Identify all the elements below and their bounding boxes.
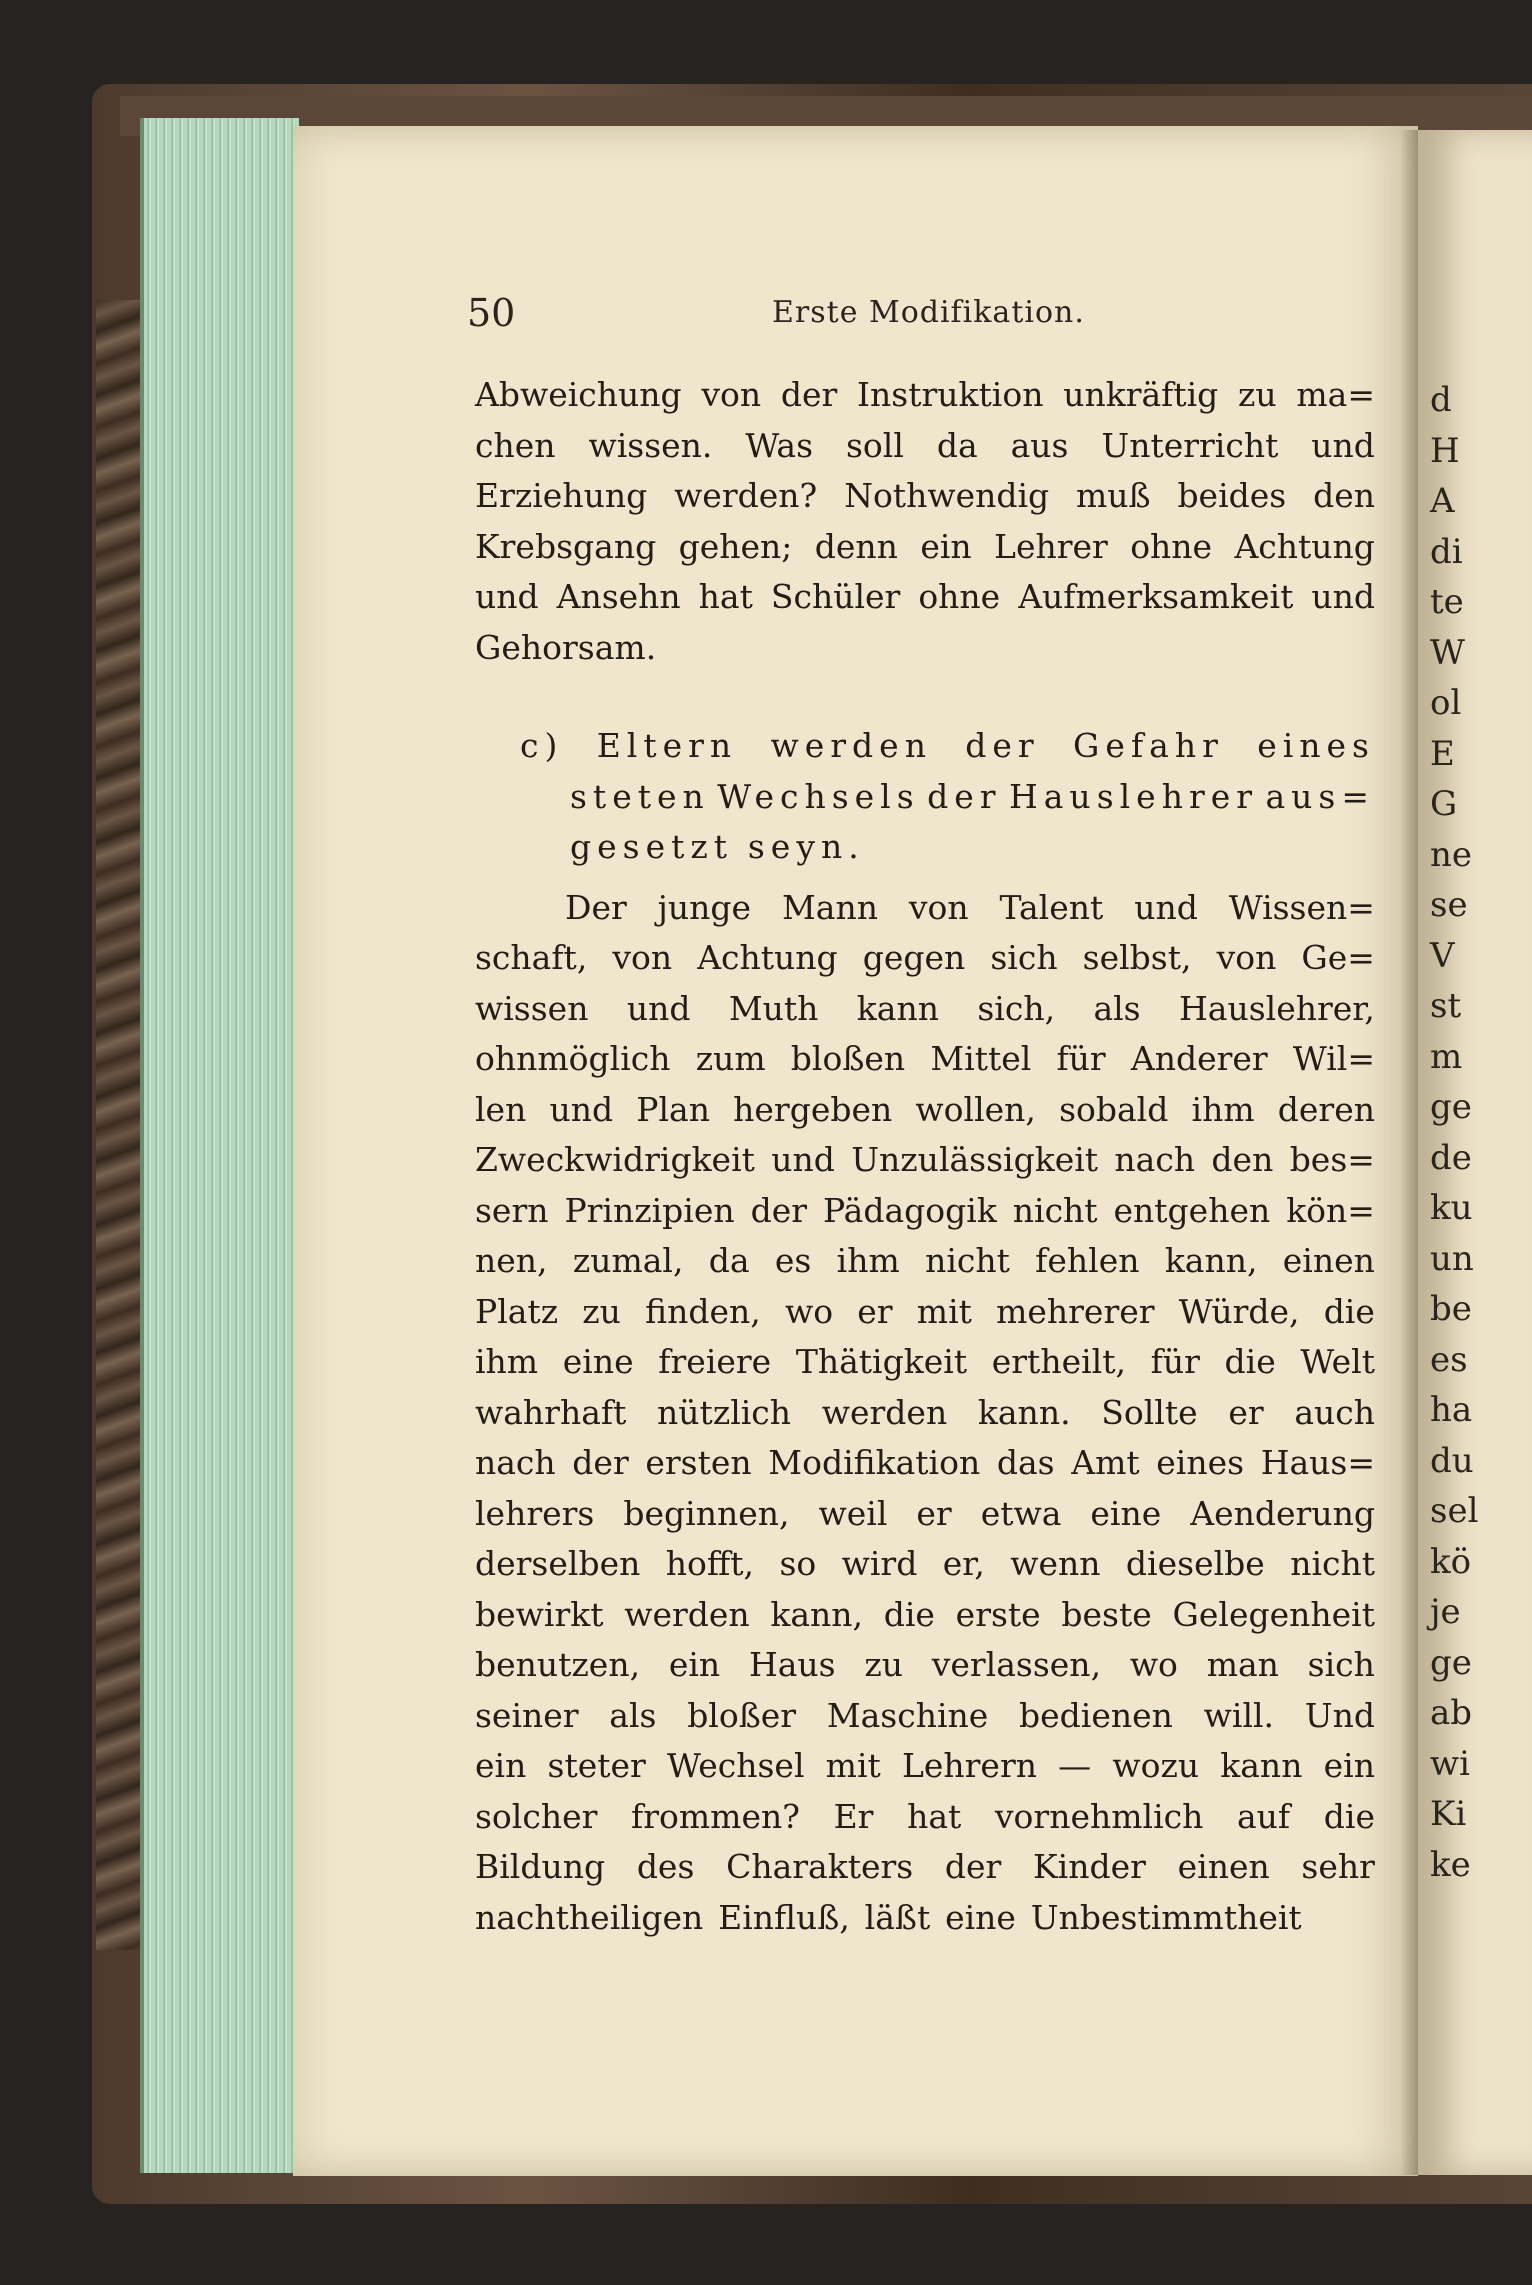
para2-line: lehrers beginnen, weil er etwa eine Aenderung	[475, 1493, 1375, 1533]
right-page-fragment: ne	[1430, 834, 1473, 875]
page-number: 50	[467, 291, 516, 335]
running-head: Erste Modifikation.	[772, 295, 1085, 330]
right-page-fragment: se	[1430, 885, 1468, 925]
right-page-fragment: de	[1430, 1137, 1472, 1178]
right-page-fragment: ke	[1430, 1844, 1471, 1885]
right-page-fragment: un	[1430, 1238, 1474, 1279]
right-page-fragment: m	[1430, 1036, 1463, 1077]
right-page-fragment: es	[1430, 1339, 1468, 1380]
right-page-fragment: H	[1430, 430, 1460, 471]
para2-line: wahrhaft nützlich werden kann. Sollte er auch	[475, 1392, 1375, 1432]
para2-line: Bildung des Charakters der Kinder einen sehr	[475, 1847, 1375, 1886]
right-page-fragment: ge	[1430, 1087, 1472, 1127]
right-page-fragment: st	[1430, 986, 1462, 1026]
para2-line: ein steter Wechsel mit Lehrern — wozu kann ein	[475, 1746, 1375, 1785]
page-header	[467, 288, 1387, 338]
para2-line: schaft, von Achtung gegen sich selbst, von Ge=	[475, 938, 1375, 977]
para2-line: ihm eine freiere Thätigkeit ertheilt, für die Welt	[475, 1342, 1375, 1381]
para2-line: seiner als bloßer Maschine bedienen will. Und	[475, 1695, 1375, 1735]
heading-line: c) Eltern werden der Gefahr eines	[520, 726, 1375, 765]
heading-line: gesetzt seyn.	[570, 827, 865, 866]
para1-line: chen wissen. Was soll da aus Unterricht und	[475, 425, 1375, 465]
right-page-fragment: G	[1430, 784, 1458, 824]
right-page-fragment: te	[1430, 582, 1464, 622]
para2-line: nach der ersten Modifikation das Amt eines Haus=	[475, 1443, 1375, 1482]
para2-line: derselben hofft, so wird er, wenn dieselbe nicht	[475, 1544, 1375, 1583]
para1-line: Erziehung werden? Nothwendig muß beides den	[475, 476, 1375, 515]
paragraph-2	[475, 883, 1375, 1944]
right-page-fragment: ol	[1430, 683, 1462, 723]
para2-line: nen, zumal, da es ihm nicht fehlen kann, einen	[475, 1241, 1375, 1280]
right-page-fragment: ge	[1430, 1642, 1472, 1683]
right-page-fragment: Ki	[1430, 1794, 1467, 1834]
right-page-fragment: be	[1430, 1289, 1472, 1329]
para2-line: bewirkt werden kann, die erste beste Gelegenheit	[475, 1594, 1375, 1634]
body-text	[475, 370, 1375, 1943]
right-page-fragment: A	[1430, 481, 1455, 521]
para2-line: Der junge Mann von Talent und Wissen=	[565, 887, 1375, 927]
right-page-fragment: wi	[1430, 1743, 1470, 1784]
para2-line: Platz zu finden, wo er mit mehrerer Würde, die	[475, 1291, 1375, 1331]
heading-line: steten Wechsels der Hauslehrer aus=	[570, 776, 1375, 816]
right-page	[1418, 130, 1532, 2175]
para2-line: nachtheiligen Einfluß, läßt eine Unbestimmtheit	[475, 1897, 1302, 1937]
right-page-fragment: d	[1430, 380, 1452, 420]
section-heading	[475, 721, 1375, 873]
para2-line: benutzen, ein Haus zu verlassen, wo man sich	[475, 1645, 1375, 1684]
para2-line: wissen und Muth kann sich, als Hauslehrer,	[475, 988, 1375, 1028]
para1-line: Abweichung von der Instruktion unkräftig zu ma=	[475, 375, 1375, 414]
right-page-fragment: kö	[1430, 1541, 1472, 1582]
para1-line: Krebsgang gehen; denn ein Lehrer ohne Achtung	[475, 526, 1375, 566]
right-page-fragment: ha	[1430, 1390, 1473, 1430]
para1-line: und Ansehn hat Schüler ohne Aufmerksamkeit und	[475, 577, 1375, 616]
right-page-fragment: ku	[1430, 1188, 1473, 1228]
para2-line: len und Plan hergeben wollen, sobald ihm deren	[475, 1089, 1375, 1129]
right-page-text	[1430, 375, 1532, 1890]
right-page-fragment: V	[1430, 935, 1455, 976]
right-page-fragment: di	[1430, 531, 1463, 572]
right-page-fragment: ab	[1430, 1693, 1473, 1733]
right-page-fragment: E	[1430, 733, 1455, 774]
para2-line: sern Prinzipien der Pädagogik nicht entgehen kön=	[475, 1190, 1375, 1230]
para2-line: solcher frommen? Er hat vornehmlich auf die	[475, 1796, 1375, 1836]
right-page-fragment: je	[1430, 1592, 1461, 1632]
page-edges	[140, 118, 299, 2173]
para1-line: Gehorsam.	[475, 627, 657, 667]
paragraph-1	[475, 370, 1375, 673]
para2-line: ohnmöglich zum bloßen Mittel für Anderer Wil=	[475, 1039, 1375, 1078]
right-page-fragment: sel	[1430, 1491, 1479, 1531]
right-page-fragment: W	[1430, 632, 1465, 673]
right-page-fragment: du	[1430, 1440, 1474, 1481]
para2-line: Zweckwidrigkeit und Unzulässigkeit nach den bes=	[475, 1140, 1375, 1179]
